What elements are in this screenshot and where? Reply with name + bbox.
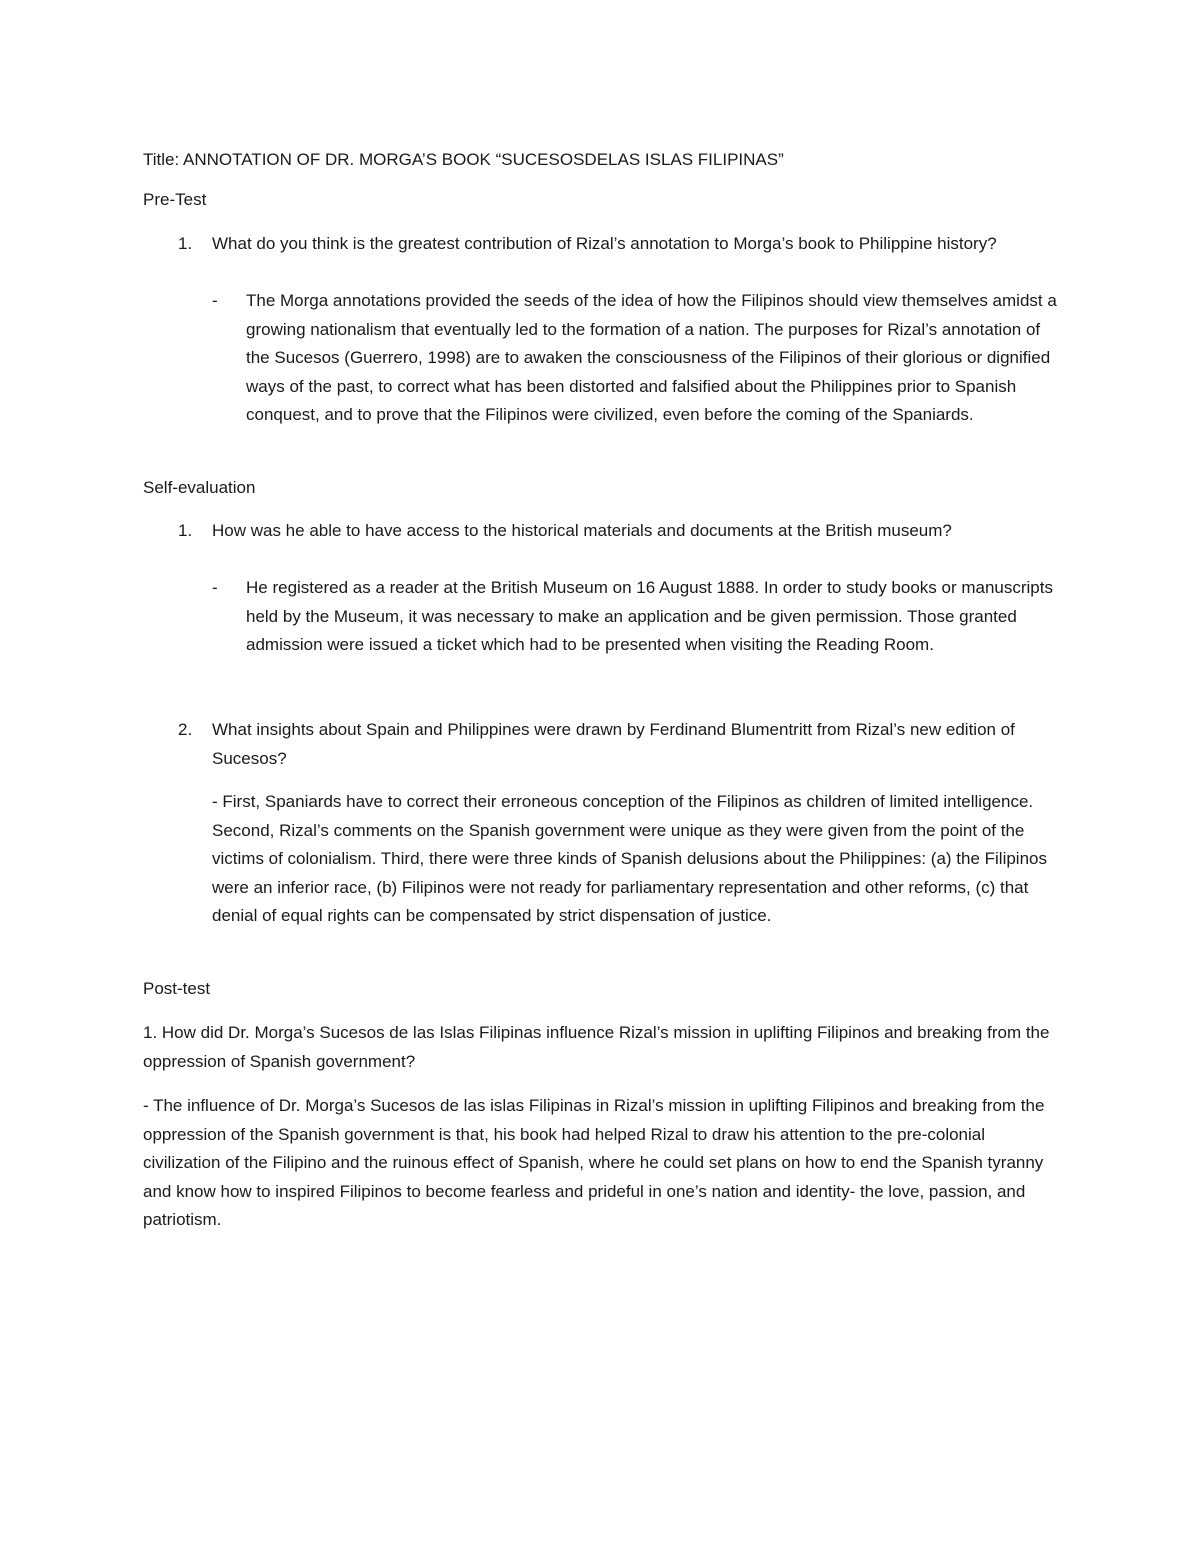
self-eval-answer-2: - First, Spaniards have to correct their erroneous conception of the Filipinos as children of limited intelligence. Second, Rizal’s comments on the Spanish government were unique as they were given from the point of the victims of colonialism. Third, there were three kinds of Spanish delusions about the Philippines: (a) the Filipinos were an inferior race, (b) Filipinos were not ready for parliamentary representation and other reforms, (c) that denial of equal rights can be compensated by strict dispensation of justice. [212, 792, 1047, 925]
self-eval-question-1: How was he able to have access to the historical materials and documents at the British museum? [212, 521, 952, 540]
self-eval-question-2-number: 2. [178, 720, 193, 739]
pre-test-heading: Pre-Test [143, 190, 207, 209]
pre-test-answer-dash: - [212, 291, 218, 310]
pre-test-question-number: 1. [178, 234, 193, 253]
self-eval-answer-1: He registered as a reader at the British Museum on 16 August 1888. In order to study books or manuscripts held by the Museum, it was necessary to make an application and be given permission. Those granted admission were issued a ticket which had to be presented when visiting the Reading Room. [246, 578, 1053, 654]
post-test-heading: Post-test [143, 979, 211, 998]
self-eval-question-2: What insights about Spain and Philippines were drawn by Ferdinand Blumentritt from Rizal’s new edition of Sucesos? [212, 720, 1015, 768]
post-test-question: 1. How did Dr. Morga’s Sucesos de las Islas Filipinas influence Rizal’s mission in uplifting Filipinos and breaking from the oppression of Spanish government? [143, 1023, 1050, 1071]
document-title: Title: ANNOTATION OF DR. MORGA’S BOOK “SUCESOSDELAS ISLAS FILIPINAS” [143, 150, 784, 169]
self-evaluation-heading: Self-evaluation [143, 478, 256, 497]
self-eval-question-1-number: 1. [178, 521, 193, 540]
post-test-answer: - The influence of Dr. Morga’s Sucesos de las islas Filipinas in Rizal’s mission in uplifting Filipinos and breaking from the oppression of the Spanish government is that, his book had helped Rizal to draw his attention to the pre-colonial civilization of the Filipino and the ruinous effect of Spanish, where he could set plans on how to end the Spanish tyranny and know how to inspired Filipinos to become fearless and prideful in one’s nation and identity- the love, passion, and patriotism. [143, 1096, 1045, 1229]
pre-test-question: What do you think is the greatest contribution of Rizal’s annotation to Morga’s book to Philippine history? [212, 234, 997, 253]
self-eval-answer-1-dash: - [212, 578, 218, 597]
pre-test-answer: The Morga annotations provided the seeds of the idea of how the Filipinos should view themselves amidst a growing nationalism that eventually led to the formation of a nation. The purposes for Rizal’s annotation of the Sucesos (Guerrero, 1998) are to awaken the consciousness of the Filipinos of their glorious or dignified ways of the past, to correct what has been distorted and falsified about the Philippines prior to Spanish conquest, and to prove that the Filipinos were civilized, even before the coming of the Spaniards. [246, 291, 1057, 424]
